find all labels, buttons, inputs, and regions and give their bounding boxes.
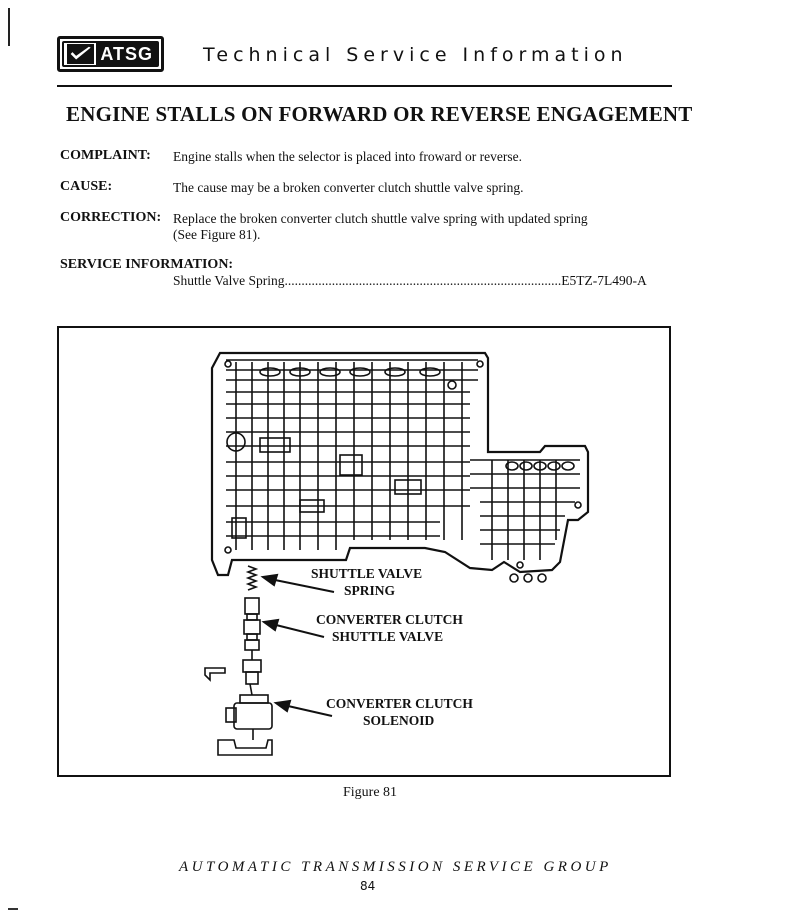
correction-text-line1: Replace the broken converter clutch shuttle valve spring with updated spring <box>173 211 588 226</box>
callout-solenoid-1: CONVERTER CLUTCH <box>326 696 473 711</box>
cause-text: The cause may be a broken converter clutch shuttle valve spring. <box>173 180 524 195</box>
correction-text-line2: (See Figure 81). <box>173 227 261 242</box>
complaint-text: Engine stalls when the selector is placed into froward or reverse. <box>173 149 523 164</box>
logo-text: ATSG <box>96 43 157 65</box>
correction-label: CORRECTION: <box>60 210 162 225</box>
document-title: ENGINE STALLS ON FORWARD OR REVERSE ENGAGEMENT <box>66 102 693 126</box>
page-number: 84 <box>360 879 376 893</box>
callout-shuttle-valve-2: SHUTTLE VALVE <box>332 629 444 644</box>
callout-shuttle-valve-spring-2: SPRING <box>344 583 396 598</box>
service-leader-dots: .................................................................................. <box>284 273 562 288</box>
service-part-number: E5TZ-7L490-A <box>561 273 647 288</box>
figure-caption: Figure 81 <box>343 785 398 800</box>
callout-shuttle-valve-1: CONVERTER CLUTCH <box>316 612 463 627</box>
callout-shuttle-valve-spring-1: SHUTTLE VALVE <box>311 566 423 581</box>
callout-solenoid-2: SOLENOID <box>363 713 435 728</box>
header-title: Technical Service Information <box>203 44 628 66</box>
service-item-name: Shuttle Valve Spring <box>173 273 285 288</box>
cause-label: CAUSE: <box>60 179 113 194</box>
service-information-label: SERVICE INFORMATION: <box>60 257 234 272</box>
complaint-label: COMPLAINT: <box>60 148 151 163</box>
footer-company: AUTOMATIC TRANSMISSION SERVICE GROUP <box>179 859 612 875</box>
